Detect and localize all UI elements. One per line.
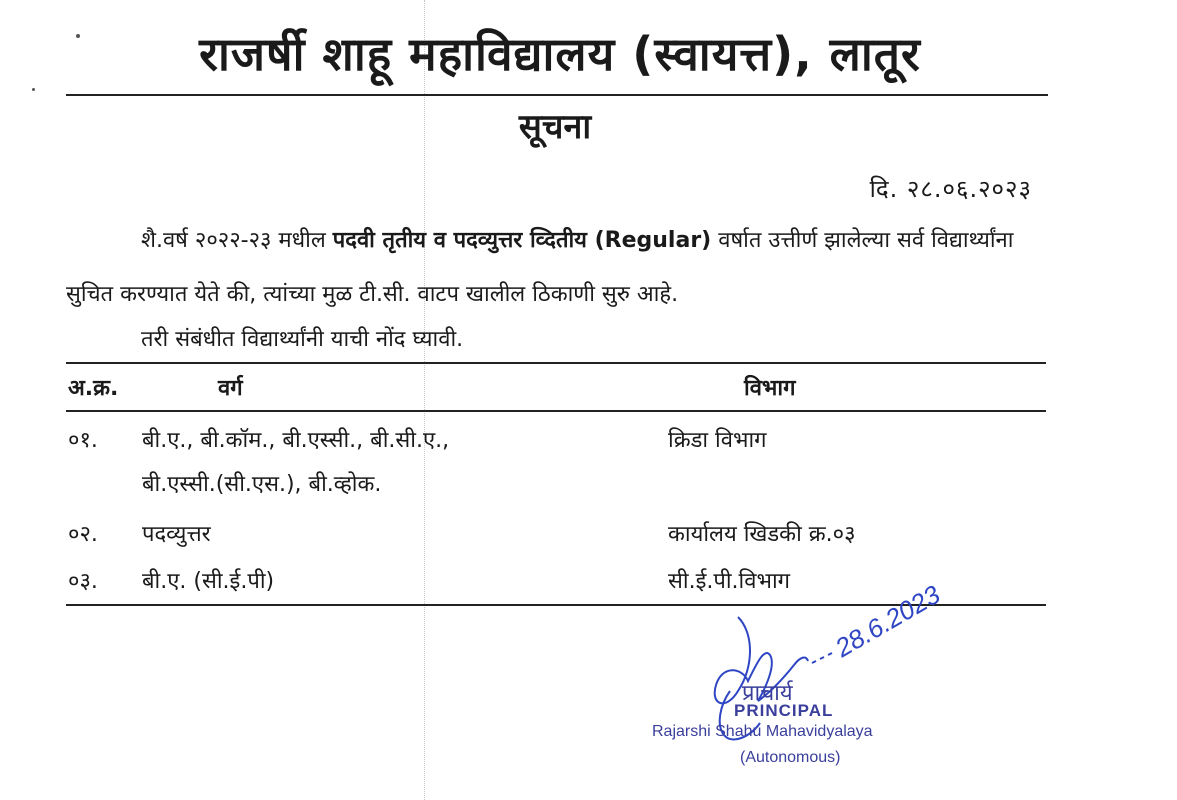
notice-heading: सूचना bbox=[518, 107, 592, 147]
paragraph-emphasis: पदवी तृतीय व पदव्युत्तर व्दितीय (Regular) bbox=[332, 228, 712, 253]
row-department: क्रिडा विभाग bbox=[668, 428, 767, 453]
header-serial: अ.क्र. bbox=[68, 376, 119, 401]
title-underline bbox=[66, 94, 1048, 96]
notice-date: दि. २८.०६.२०२३ bbox=[869, 175, 1032, 203]
principal-signature bbox=[630, 595, 990, 800]
table-rule-header bbox=[66, 410, 1046, 412]
header-department: विभाग bbox=[744, 376, 796, 401]
row-department: सी.ई.पी.विभाग bbox=[668, 569, 791, 594]
seal-institution: Rajarshi Shahu Mahavidyalaya bbox=[652, 723, 873, 740]
row-class: बी.ए., बी.कॉम., बी.एस्सी., बी.सी.ए., bbox=[142, 428, 450, 453]
row-serial: ०३. bbox=[68, 569, 98, 594]
notice-paragraph bbox=[66, 214, 1056, 322]
row-class-continued: बी.एस्सी.(सी.एस.), बी.व्होक. bbox=[142, 472, 382, 497]
header-class: वर्ग bbox=[218, 376, 243, 401]
handwritten-date: 28.6.2023 bbox=[830, 579, 946, 663]
row-serial: ०२. bbox=[68, 522, 98, 547]
row-class: पदव्युत्तर bbox=[142, 522, 211, 547]
row-department: कार्यालय खिडकी क्र.०३ bbox=[668, 522, 856, 547]
seal-autonomous: (Autonomous) bbox=[740, 749, 841, 766]
paragraph-text: वर्षात उत्तीर्ण झालेल्या सर्व विद्यार्थ्यांना सुचित करण्यात येते की, त्यांच्या मुळ टी.सी. वाटप खालील ठिकाणी सुरु आहे. bbox=[66, 228, 1014, 307]
row-serial: ०१. bbox=[68, 428, 98, 453]
scan-speck bbox=[32, 88, 35, 91]
principal-title-marathi: प्राचार्य bbox=[742, 681, 793, 706]
principal-title-english: PRINCIPAL bbox=[734, 701, 834, 720]
paragraph-text: शै.वर्ष २०२२-२३ मधील bbox=[141, 228, 333, 253]
table-rule-top bbox=[66, 362, 1046, 364]
notice-instruction: तरी संबंधीत विद्यार्थ्यांनी याची नोंद घ्यावी. bbox=[141, 327, 464, 352]
college-title: राजर्षी शाहू महाविद्यालय (स्वायत्त), लातूर bbox=[199, 27, 921, 81]
row-class: बी.ए. (सी.ई.पी) bbox=[142, 569, 275, 594]
